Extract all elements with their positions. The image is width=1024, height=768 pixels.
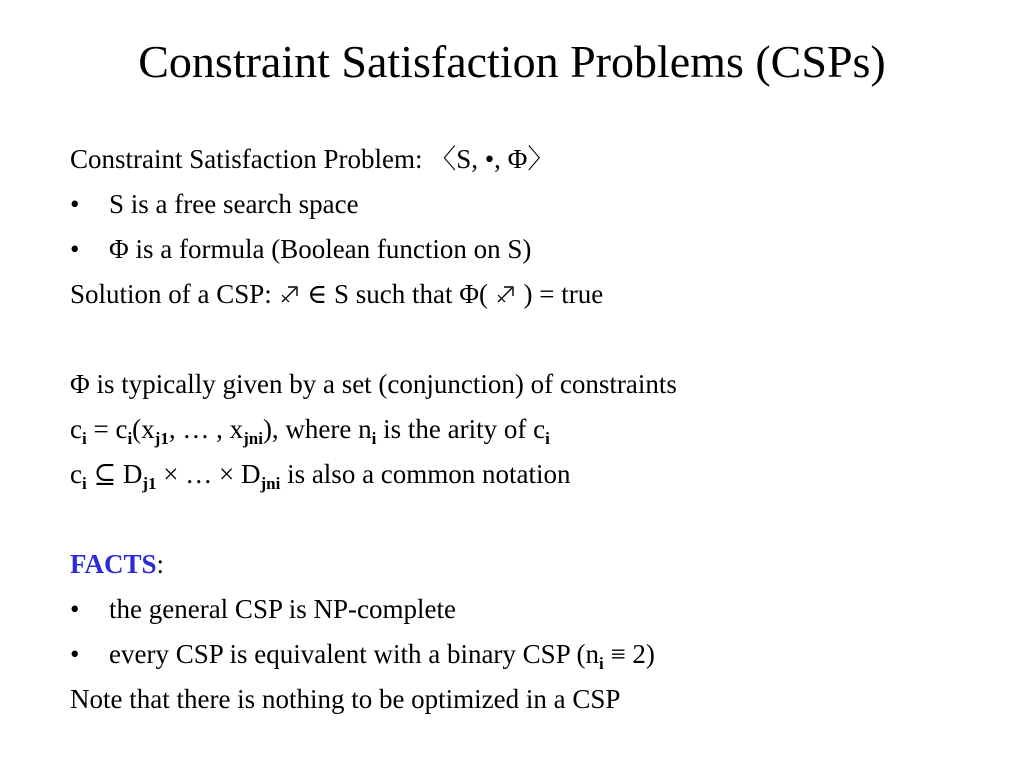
subscript: jni [243,429,263,448]
bullet-text: the general CSP is NP-complete [109,594,456,624]
subscript: i [598,654,604,673]
text-part: , … , x [168,414,244,444]
text-part: = c [86,414,128,444]
constraint-subset-notation [70,452,970,497]
bullet-text: S is a free search space [109,189,359,219]
vector-arrow-icon [495,273,517,295]
facts-heading [70,542,970,587]
subscript: i [81,429,87,448]
constraint-definition [70,407,970,452]
slide-content [70,137,970,722]
csp-definition: Constraint Satisfaction Problem: 〈S, •, Φ〉 [70,144,555,174]
subscript: i [127,429,133,448]
facts-label: FACTS [70,549,157,579]
phi-description: Φ is typically given by a set (conjunction) of constraints [70,369,677,399]
bullet-icon: • [70,639,80,669]
solution-middle: ∈ S such that Φ( [307,279,489,309]
subscript: i [545,429,550,448]
subscript: jni [260,474,281,493]
slide-title: Constraint Satisfaction Problems (CSPs) [138,36,886,87]
text-part: is the arity of c [376,414,546,444]
solution-line [70,272,970,317]
subscript: i [81,474,87,493]
subscript: j1 [154,429,169,448]
subscript: j1 [142,474,157,493]
subscript: i [371,429,377,448]
text-part: (x [132,414,155,444]
text-part: × … × D [156,459,261,489]
note-line: Note that there is nothing to be optimized in a CSP [70,684,621,714]
text-part: is also a common notation [280,459,571,489]
bullet-item-formula [70,227,970,272]
bullet-item-np-complete [70,587,970,632]
spacer [70,497,970,542]
facts-colon: : [156,549,165,579]
bullet-icon: • [70,234,80,264]
spacer [70,317,970,362]
text-part: ⊆ D [86,459,143,489]
text-part: ≡ 2) [603,639,655,669]
vector-arrow-icon [279,273,301,295]
solution-suffix: ) = true [523,279,604,309]
text-part: ), where n [262,414,372,444]
bullet-icon: • [70,594,80,624]
text-part: every CSP is equivalent with a binary CSP (n [109,639,599,669]
bullet-text: Φ is a formula (Boolean function on S) [109,234,532,264]
text-part: c [70,414,82,444]
solution-prefix: Solution of a CSP: [70,279,279,309]
bullet-item-search-space [70,182,970,227]
bullet-item-binary-csp [70,632,970,677]
bullet-icon: • [70,189,80,219]
text-part: c [70,459,82,489]
bullet-text [109,632,655,677]
